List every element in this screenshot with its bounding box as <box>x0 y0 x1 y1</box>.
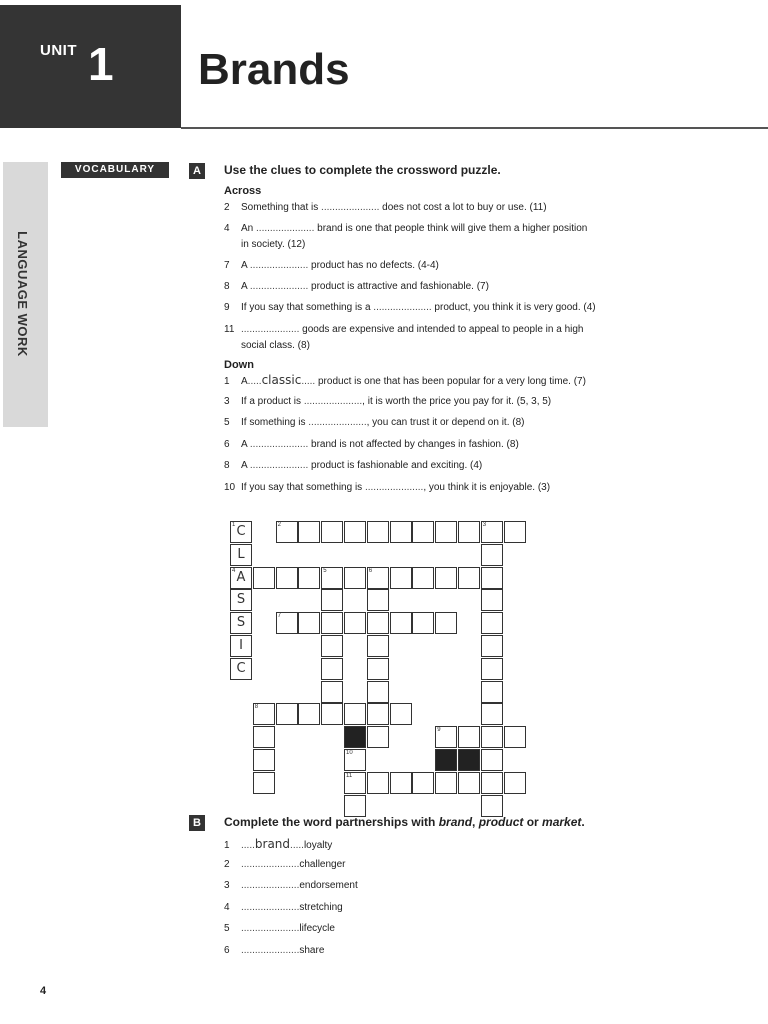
crossword-cell[interactable] <box>504 772 526 794</box>
clue-across-2: 2 Something that is ..................... does not cost a lot to buy or use. (11) <box>224 202 547 213</box>
crossword-cell[interactable] <box>321 612 343 634</box>
crossword-cell[interactable] <box>367 589 389 611</box>
crossword-cell[interactable] <box>344 521 366 543</box>
crossword-cell[interactable] <box>481 795 503 817</box>
handwritten-letter: S <box>236 592 246 608</box>
exercise-a-instruction: Use the clues to complete the crossword puzzle. <box>224 163 501 177</box>
crossword-cell[interactable] <box>412 567 434 589</box>
crossword-cell-black <box>435 749 457 771</box>
clue-across-11: 11 ..................... goods are expensive and intended to appeal to people in a high social class. (8) <box>224 324 584 351</box>
crossword-cell[interactable] <box>435 567 457 589</box>
crossword-cell[interactable] <box>390 612 412 634</box>
clue-number: 7 <box>277 613 281 620</box>
crossword-cell[interactable] <box>481 635 503 657</box>
crossword-cell[interactable] <box>344 703 366 725</box>
crossword-cell[interactable] <box>321 521 343 543</box>
section-label: VOCABULARY <box>61 162 169 178</box>
crossword-cell[interactable] <box>253 726 275 748</box>
crossword-cell[interactable] <box>458 772 480 794</box>
crossword-grid <box>230 521 530 801</box>
page-number: 4 <box>40 985 47 997</box>
crossword-cell[interactable] <box>390 521 412 543</box>
crossword-cell[interactable] <box>344 612 366 634</box>
crossword-cell[interactable] <box>481 589 503 611</box>
crossword-cell[interactable] <box>298 521 320 543</box>
crossword-cell[interactable] <box>230 521 252 543</box>
crossword-cell[interactable] <box>253 703 275 725</box>
crossword-cell-black <box>344 726 366 748</box>
crossword-cell[interactable] <box>412 521 434 543</box>
crossword-cell[interactable] <box>481 726 503 748</box>
crossword-cell[interactable] <box>390 567 412 589</box>
clue-number: 5 <box>323 567 327 574</box>
crossword-cell[interactable] <box>481 749 503 771</box>
partnership-item: 4 .....................stretching <box>224 902 343 913</box>
crossword-cell[interactable] <box>321 658 343 680</box>
handwritten-letter: L <box>237 546 245 562</box>
crossword-cell[interactable] <box>321 635 343 657</box>
exercise-b-badge: B <box>189 815 205 831</box>
unit-number: 1 <box>88 38 114 90</box>
clue-down-3: 3 If a product is ....................., it is worth the price you pay for it. (5, 3, 5) <box>224 396 552 407</box>
side-tab-label: LANGUAGE WORK <box>15 231 30 357</box>
clue-across-8: 8 A ..................... product is attractive and fashionable. (7) <box>224 281 489 292</box>
handwritten-letter: C <box>236 660 246 676</box>
partnership-item: 6 .....................share <box>224 945 325 956</box>
clue-down-5: 5 If something is ....................., you can trust it or depend on it. (8) <box>224 417 525 428</box>
crossword-cell[interactable] <box>367 681 389 703</box>
crossword-cell[interactable] <box>253 567 275 589</box>
crossword-cell[interactable] <box>435 772 457 794</box>
crossword-cell[interactable] <box>412 612 434 634</box>
clue-down-10: 10 If you say that something is ....................., you think it is enjoyable. (3) <box>224 482 551 493</box>
crossword-cell[interactable] <box>230 612 252 634</box>
header-divider <box>181 127 768 129</box>
down-heading: Down <box>224 359 254 371</box>
unit-label: UNIT <box>40 42 77 59</box>
page-title: Brands <box>198 45 350 94</box>
crossword-cell[interactable] <box>481 544 503 566</box>
clue-down-6: 6 A ..................... brand is not affected by changes in fashion. (8) <box>224 439 519 450</box>
exercise-a-badge: A <box>189 163 205 179</box>
clue-across-7: 7 A ..................... product has no defects. (4-4) <box>224 260 439 271</box>
crossword-cell[interactable] <box>367 703 389 725</box>
crossword-cell[interactable] <box>481 567 503 589</box>
crossword-cell-black <box>458 749 480 771</box>
clue-number: 9 <box>437 727 441 734</box>
partnership-item: 1 .....brand.....loyalty <box>224 837 333 851</box>
crossword-cell[interactable] <box>367 658 389 680</box>
crossword-cell[interactable] <box>367 521 389 543</box>
handwritten-answer: classic <box>261 373 302 387</box>
crossword-cell[interactable] <box>344 795 366 817</box>
crossword-cell[interactable] <box>435 612 457 634</box>
across-heading: Across <box>224 185 262 197</box>
crossword-cell[interactable] <box>276 521 298 543</box>
crossword-cell[interactable] <box>481 658 503 680</box>
crossword-cell[interactable] <box>504 726 526 748</box>
handwritten-letter: A <box>236 569 246 585</box>
crossword-cell[interactable] <box>504 521 526 543</box>
clue-number: 8 <box>254 704 259 711</box>
crossword-cell[interactable] <box>367 726 389 748</box>
crossword-cell[interactable] <box>276 567 298 589</box>
crossword-cell[interactable] <box>298 612 320 634</box>
partnership-item: 3 .....................endorsement <box>224 880 358 891</box>
clue-across-4: 4 An ..................... brand is one that people think will give them a higher position in society. (12) <box>224 223 588 250</box>
clue-number: 2 <box>277 522 281 528</box>
crossword-cell[interactable] <box>412 772 434 794</box>
crossword-cell[interactable] <box>321 589 343 611</box>
crossword-cell[interactable] <box>390 703 412 725</box>
clue-number: 11 <box>346 772 353 779</box>
clue-number: 10 <box>346 750 353 756</box>
crossword-cell[interactable] <box>321 567 343 589</box>
crossword-cell[interactable] <box>481 703 503 725</box>
handwritten-answer: brand <box>254 837 291 851</box>
crossword-cell[interactable] <box>481 772 503 794</box>
crossword-cell[interactable] <box>230 589 252 611</box>
crossword-cell[interactable] <box>367 635 389 657</box>
crossword-cell[interactable] <box>367 612 389 634</box>
crossword-cell[interactable] <box>390 772 412 794</box>
crossword-cell[interactable] <box>344 749 366 771</box>
crossword-cell[interactable] <box>435 726 457 748</box>
crossword-cell[interactable] <box>481 612 503 634</box>
crossword-cell[interactable] <box>458 567 480 589</box>
clue-number: 6 <box>368 567 373 574</box>
crossword-cell[interactable] <box>230 544 252 566</box>
clue-number: 3 <box>482 522 487 528</box>
crossword-cell[interactable] <box>230 567 252 589</box>
crossword-cell[interactable] <box>321 703 343 725</box>
crossword-cell[interactable] <box>367 567 389 589</box>
clue-number: 4 <box>232 567 236 574</box>
crossword-cell[interactable] <box>458 726 480 748</box>
crossword-cell[interactable] <box>321 681 343 703</box>
handwritten-letter: I <box>239 638 243 653</box>
handwritten-letter: C <box>236 524 246 539</box>
crossword-cell[interactable] <box>367 772 389 794</box>
crossword-cell[interactable] <box>298 703 320 725</box>
crossword-cell[interactable] <box>276 612 298 634</box>
crossword-cell[interactable] <box>481 681 503 703</box>
exercise-b-instruction: Complete the word partnerships with brand, product or market. <box>224 815 585 829</box>
partnership-item: 2 .....................challenger <box>224 859 346 870</box>
crossword-cell[interactable] <box>344 567 366 589</box>
crossword-cell[interactable] <box>458 521 480 543</box>
crossword-cell[interactable] <box>276 703 298 725</box>
crossword-cell[interactable] <box>344 772 366 794</box>
clue-down-8: 8 A ..................... product is fashionable and exciting. (4) <box>224 460 483 471</box>
crossword-cell[interactable] <box>481 521 503 543</box>
crossword-cell[interactable] <box>253 772 275 794</box>
crossword-cell[interactable] <box>253 749 275 771</box>
crossword-cell[interactable] <box>298 567 320 589</box>
clue-down-1: 1 A.....classic..... product is one that has been popular for a very long time. (7) <box>224 373 586 387</box>
handwritten-letter: S <box>236 615 246 631</box>
crossword-cell[interactable] <box>230 635 252 657</box>
partnership-item: 5 .....................lifecycle <box>224 923 335 934</box>
clue-across-9: 9 If you say that something is a ..................... product, you think it is very good. (4) <box>224 302 596 313</box>
crossword-cell[interactable] <box>435 521 457 543</box>
clue-number: 1 <box>232 522 236 528</box>
crossword-cell[interactable] <box>230 658 252 680</box>
